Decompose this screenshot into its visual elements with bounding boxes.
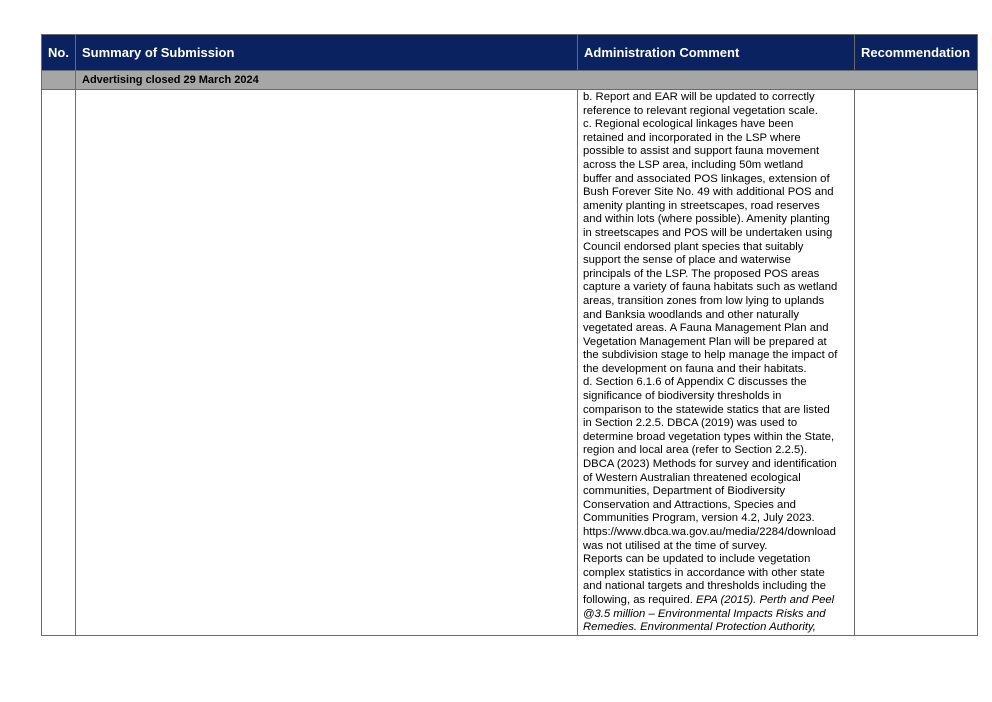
section-row: [42, 71, 978, 90]
comment-line: Conservation and Attractions, Species and: [583, 498, 796, 511]
row-summary-cell: [76, 90, 578, 636]
comment-line: was not utilised at the time of survey.: [583, 539, 768, 552]
row-administration-comment-cell: [578, 90, 855, 636]
header-recommendation: Recommendation: [855, 35, 978, 71]
comment-line: d. Section 6.1.6 of Appendix C discusses the: [583, 376, 807, 389]
comment-line: capture a variety of fauna habitats such as wetland: [583, 281, 838, 294]
header-summary-of-submission: Summary of Submission: [76, 35, 578, 71]
comment-line: and within lots (where possible). Amenity planting: [583, 213, 830, 226]
row-no-cell: [42, 90, 76, 636]
comment-line: significance of biodiversity thresholds in: [583, 390, 782, 403]
comment-reference-italic: EPA (2015). Perth and Peel: [696, 593, 835, 606]
comment-line: vegetated areas. A Fauna Management Plan and: [583, 322, 829, 335]
comment-line: and Banksia woodlands and other naturally: [583, 308, 800, 321]
comment-line: Reports can be updated to include vegetation: [583, 553, 811, 566]
comment-line: amenity planting in streetscapes, road reserves: [583, 199, 820, 212]
comment-reference-line: @3.5 million – Environmental Impacts Risks and: [583, 607, 826, 620]
administration-comment-text: [578, 90, 854, 635]
comment-line: of Western Australian threatened ecological: [583, 471, 801, 484]
comment-line: the development on fauna and their habitats.: [583, 362, 807, 375]
header-no: No.: [42, 35, 76, 71]
comment-line: support the sense of place and waterwise: [583, 254, 791, 267]
comment-line: the subdivision stage to help manage the impact of: [583, 349, 838, 362]
comment-line: complex statistics in accordance with other state: [583, 566, 825, 579]
comment-line: region and local area (refer to Section 2.2.5).: [583, 444, 808, 457]
comment-line: areas, transition zones from low lying to uplands: [583, 294, 825, 307]
comment-line: Vegetation Management Plan will be prepared at: [583, 335, 827, 348]
comment-line: Communities Program, version 4.2, July 2023.: [583, 512, 815, 525]
header-administration-comment: Administration Comment: [578, 35, 855, 71]
comment-line: possible to assist and support fauna movement: [583, 145, 820, 158]
comment-line: retained and incorporated in the LSP where: [583, 131, 801, 144]
comment-line: communities, Department of Biodiversity: [583, 485, 786, 498]
comment-line: and national targets and thresholds including the: [583, 580, 827, 593]
comment-text-plain: following, as required.: [583, 593, 697, 606]
section-no-cell: [42, 71, 76, 90]
comment-line: reference to relevant regional vegetation scale.: [583, 104, 818, 117]
comment-line: in Section 2.2.5. DBCA (2019) was used to: [583, 417, 798, 430]
comment-line: buffer and associated POS linkages, extension of: [583, 172, 830, 185]
comment-line: comparison to the statewide statics that are listed: [583, 403, 830, 416]
table-header-row: [42, 35, 978, 71]
section-label: Advertising closed 29 March 2024: [76, 71, 978, 90]
comment-line: in streetscapes and POS will be undertaken using: [583, 226, 833, 239]
comment-line: determine broad vegetation types within the State,: [583, 430, 835, 443]
comment-line: b. Report and EAR will be updated to correctly: [583, 91, 815, 103]
submissions-table: [41, 34, 978, 636]
comment-line: across the LSP area, including 50m wetland: [583, 158, 804, 171]
comment-line: Bush Forever Site No. 49 with additional POS and: [583, 186, 834, 199]
comment-line: principals of the LSP. The proposed POS areas: [583, 267, 820, 280]
comment-line: https://www.dbca.wa.gov.au/media/2284/download: [583, 526, 836, 538]
comment-line: Council endorsed plant species that suitably: [583, 240, 804, 253]
row-recommendation-cell: [855, 90, 978, 636]
comment-line: c. Regional ecological linkages have been: [583, 118, 794, 131]
comment-line: [583, 594, 849, 608]
comment-reference-line: Remedies. Environmental Protection Authority,: [583, 621, 816, 634]
table-row: [42, 90, 978, 636]
comment-line: DBCA (2023) Methods for survey and identification: [583, 458, 837, 471]
